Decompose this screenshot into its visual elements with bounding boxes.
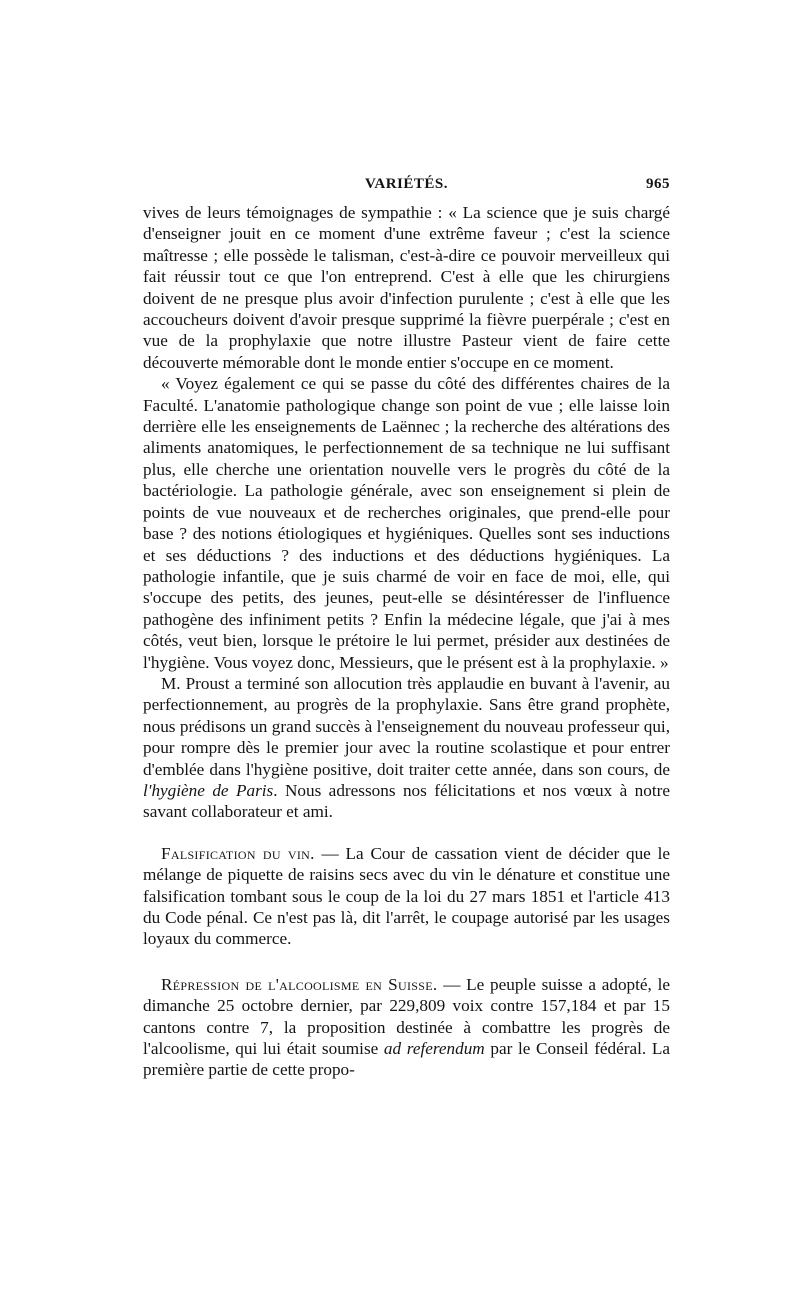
paragraph-continuation: vives de leurs témoignages de sympathie : « La science que je suis chargé d'enseigner jouit en ce moment d'une extrême faveur ; c'est la science maîtresse ; elle possède le talisman, c'est-à-dire ce pouvoir merveilleux qui fait réussir tout ce que l'on entreprend. C'est à elle que les chirurgiens doivent de ne presque plus avoir d'infection purulente ; c'est à elle que les accoucheurs doivent d'avoir presque supprimé la fièvre puerpérale ; c'est en vue de la prophylaxie que notre illustre Pasteur vient de faire cette découverte mémorable dont le monde entier s'occupe en ce moment. [143, 203, 670, 372]
section-gap [143, 823, 670, 843]
paragraph-proust-text-a: M. Proust a terminé son allocution très applaudie en buvant à l'avenir, au perfectionnement, au progrès de la prophylaxie. Sans être grand prophète, nous prédisons un grand succès à l'enseignement du nouveau professeur qui, pour rompre dès le premier jour avec la routine scolastique et pour entrer d'emblée dans l'hygiène positive, doit traiter cette année, dans son cours, de [143, 673, 670, 779]
running-title: VARIÉTÉS. [364, 176, 448, 192]
paragraph-quote: « Voyez également ce qui se passe du côté des différentes chaires de la Faculté. L'anatomie pathologique change son point de vue ; elle laisse loin derrière elle les enseignements de Laënnec ; la recherche des altérations des aliments anatomiques, le perfectionnement de sa technique ne lui suffisant plus, elle cherche une orientation nouvelle vers le progrès du côté de la bactériologie. La pathologie générale, avec son enseignement si plein de points de vue nouveaux et de recherches originales, que prend-elle pour base ? des notions étiologiques et hygiéniques. Quelles sont ses inductions et ses déductions ? des inductions et des déductions hygiéniques. La pathologie infantile, que je suis charmé de voir en face de moi, elle, qui s'occupe des petits, des jeunes, peut-elle se désintéresser de l'influence pathogène des infiniment petits ? Enfin la médecine légale, que j'ai à mes côtés, veut bien, lorsque le prétoire le lui permet, présider aux destinées de l'hygiène. Vous voyez donc, Messieurs, que le présent est à la prophylaxie. » [143, 374, 670, 672]
paragraph-proust-text-b: . Nous adressons nos félicitations et nos vœux à notre savant collaborateur et ami. [143, 780, 670, 822]
running-head [143, 176, 670, 200]
section-falsification [143, 843, 670, 950]
section-heading-falsification: Falsification du vin. [161, 843, 315, 863]
section-heading-alcoolisme: Répression de l'alcoolisme en Suisse. [161, 974, 438, 994]
italic-title: l'hygiène de Paris [143, 780, 274, 800]
page-number: 965 [646, 176, 670, 192]
paragraph-proust [143, 673, 670, 823]
section-text-alcoolisme-b: par le Conseil fédéral. La première partie de cette propo- [143, 1039, 670, 1080]
section-text-falsification: — La Cour de cassation vient de décider que le mélange de piquette de raisins secs avec du vin le dénature et constitue une falsification tombant sous le coup de la loi du 27 mars 1851 et l'article 413 du Code pénal. Ce n'est pas là, dit l'arrêt, le coupage autorisé par les usages loyaux du commerce. [143, 843, 671, 949]
section-alcoolisme [143, 974, 670, 1081]
italic-ad-referendum: ad referendum [383, 1039, 485, 1059]
book-page [143, 176, 670, 1081]
section-text-alcoolisme-a: — Le peuple suisse a adopté, le dimanche 25 octobre dernier, par 229,809 voix contre 157,184 et par 15 cantons contre 7, la proposition destinée à combattre les progrès de l'alcoolisme, qui lui était soumise [143, 974, 670, 1059]
section-gap [143, 950, 670, 974]
